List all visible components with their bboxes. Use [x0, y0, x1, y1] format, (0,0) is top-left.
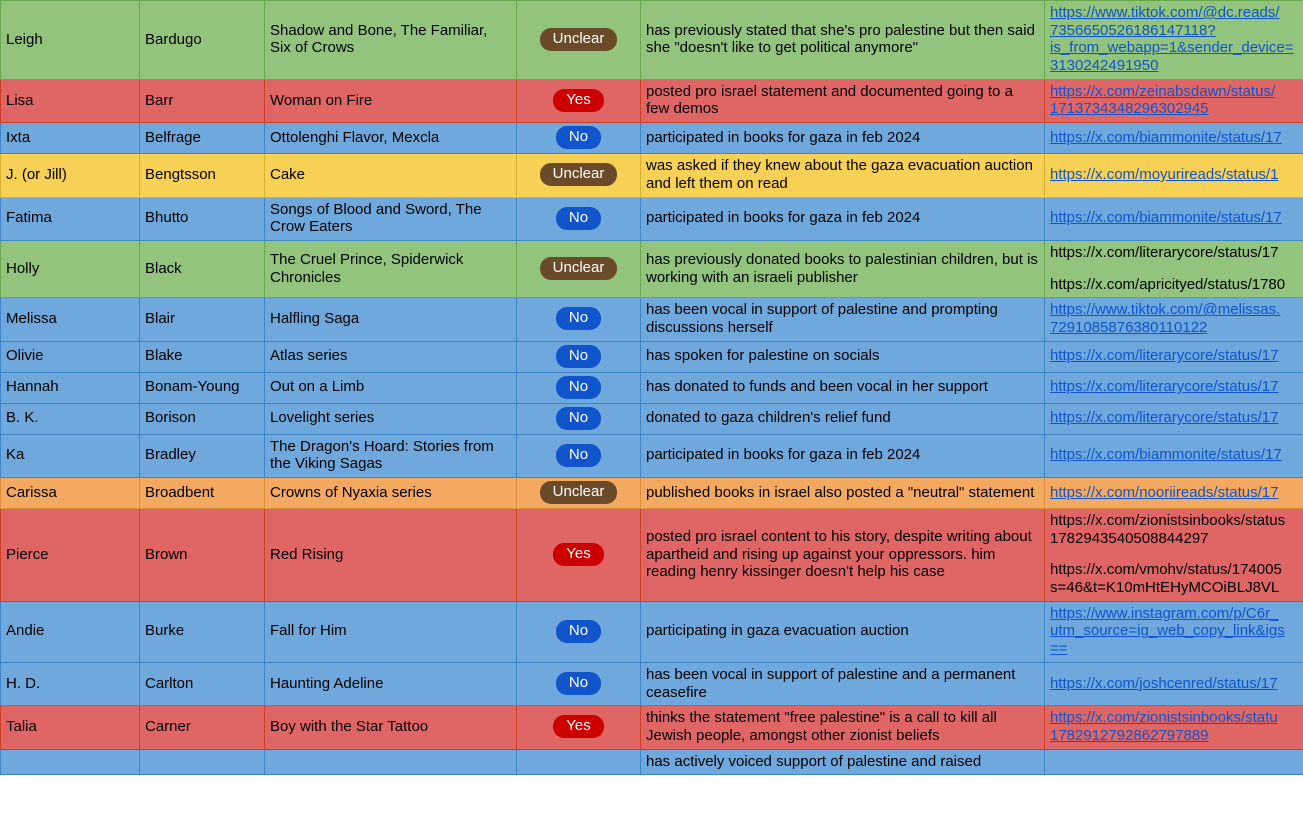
source-link[interactable]: https://x.com/zeinabsdawn/status/: [1050, 82, 1276, 100]
cell-zionist-answer[interactable]: [517, 662, 641, 705]
cell-last-name[interactable]: Belfrage: [140, 123, 265, 154]
status-badge: Unclear: [540, 257, 618, 280]
source-link[interactable]: 1713734348296302945: [1050, 100, 1209, 118]
cell-last-name[interactable]: [140, 749, 265, 775]
cell-known-works[interactable]: Ottolenghi Flavor, Mexcla: [265, 123, 517, 154]
status-badge: Unclear: [540, 28, 618, 51]
table-body: [1, 1, 1303, 775]
cell-zionist-answer[interactable]: [517, 79, 641, 122]
cell-notes[interactable]: participated in books for gaza in feb 2024: [641, 123, 1045, 154]
source-text: https://x.com/zionistsinbooks/status: [1050, 512, 1286, 529]
cell-notes[interactable]: has spoken for palestine on socials: [641, 341, 1045, 372]
cell-zionist-answer[interactable]: [517, 434, 641, 477]
table-row[interactable]: [1, 749, 1303, 775]
table-row[interactable]: [1, 509, 1303, 602]
cell-zionist-answer[interactable]: [517, 372, 641, 403]
cell-first-name[interactable]: Melissa: [1, 298, 140, 341]
source-link[interactable]: https://www.instagram.com/p/C6r_: [1050, 604, 1279, 622]
status-badge: No: [556, 672, 601, 695]
cell-known-works[interactable]: Red Rising: [265, 509, 517, 602]
cell-sources[interactable]: [1045, 341, 1303, 372]
table-row[interactable]: [1, 478, 1303, 509]
cell-last-name[interactable]: Blake: [140, 341, 265, 372]
status-badge: No: [556, 620, 601, 643]
cell-last-name[interactable]: Bardugo: [140, 1, 265, 80]
cell-notes[interactable]: posted pro israel statement and documented going to a few demos: [641, 79, 1045, 122]
source-link[interactable]: 7356650526186147118?: [1050, 21, 1216, 39]
cell-first-name[interactable]: J. (or Jill): [1, 154, 140, 197]
source-link[interactable]: https://x.com/literarycore/status/17: [1050, 347, 1279, 365]
cell-notes[interactable]: thinks the statement "free palestine" is a call to kill all Jewish people, amongst other zionist beliefs: [641, 706, 1045, 749]
source-link[interactable]: https://x.com/literarycore/status/17: [1050, 409, 1279, 427]
cell-first-name[interactable]: B. K.: [1, 403, 140, 434]
cell-first-name[interactable]: Fatima: [1, 197, 140, 240]
cell-last-name[interactable]: Broadbent: [140, 478, 265, 509]
source-link[interactable]: https://x.com/nooriireads/status/17: [1050, 483, 1279, 501]
status-badge: Yes: [553, 715, 603, 738]
cell-zionist-answer[interactable]: [517, 240, 641, 297]
cell-notes[interactable]: has previously stated that she's pro palestine but then said she "doesn't like to get political anymore": [641, 1, 1045, 80]
cell-notes[interactable]: donated to gaza children's relief fund: [641, 403, 1045, 434]
source-gap: [1050, 262, 1298, 276]
source-link[interactable]: utm_source=ig_web_copy_link&igs: [1050, 622, 1285, 640]
source-link[interactable]: https://x.com/zionistsinbooks/statu: [1050, 709, 1278, 727]
table-row[interactable]: [1, 372, 1303, 403]
status-badge: Unclear: [540, 481, 618, 504]
cell-notes[interactable]: has previously donated books to palestinian children, but is working with an israeli publisher: [641, 240, 1045, 297]
cell-zionist-answer[interactable]: [517, 298, 641, 341]
cell-sources[interactable]: [1045, 601, 1303, 662]
cell-first-name[interactable]: Ixta: [1, 123, 140, 154]
cell-sources[interactable]: [1045, 79, 1303, 122]
cell-first-name[interactable]: Lisa: [1, 79, 140, 122]
cell-sources[interactable]: [1045, 478, 1303, 509]
cell-first-name[interactable]: Andie: [1, 601, 140, 662]
cell-notes[interactable]: participated in books for gaza in feb 2024: [641, 434, 1045, 477]
cell-known-works[interactable]: Atlas series: [265, 341, 517, 372]
cell-notes[interactable]: has actively voiced support of palestine and raised: [641, 749, 1045, 775]
source-text: https://x.com/apricityed/status/1780: [1050, 275, 1286, 293]
cell-last-name[interactable]: Barr: [140, 79, 265, 122]
cell-first-name[interactable]: Leigh: [1, 1, 140, 80]
table-row[interactable]: [1, 197, 1303, 240]
status-badge: Yes: [553, 543, 603, 566]
cell-sources[interactable]: [1045, 403, 1303, 434]
cell-known-works[interactable]: Cake: [265, 154, 517, 197]
cell-notes[interactable]: published books in israel also posted a "neutral" statement: [641, 478, 1045, 509]
cell-notes[interactable]: posted pro israel content to his story, despite writing about apartheid and rising up against your oppressors. him reading henry kissinger doesn't help his case: [641, 509, 1045, 602]
cell-last-name[interactable]: Borison: [140, 403, 265, 434]
source-link[interactable]: https://x.com/biammonite/status/17: [1050, 446, 1282, 464]
table-row[interactable]: [1, 706, 1303, 749]
cell-known-works[interactable]: Halfling Saga: [265, 298, 517, 341]
cell-known-works[interactable]: Out on a Limb: [265, 372, 517, 403]
status-badge: Yes: [553, 89, 603, 112]
source-link[interactable]: 1782912792862797889: [1050, 726, 1209, 744]
cell-first-name[interactable]: Holly: [1, 240, 140, 297]
status-badge: Unclear: [540, 163, 618, 186]
cell-last-name[interactable]: Carner: [140, 706, 265, 749]
cell-known-works[interactable]: Haunting Adeline: [265, 662, 517, 705]
source-text: https://x.com/literarycore/status/17: [1050, 243, 1279, 261]
cell-zionist-answer[interactable]: [517, 341, 641, 372]
cell-sources[interactable]: [1045, 372, 1303, 403]
cell-known-works[interactable]: The Cruel Prince, Spiderwick Chronicles: [265, 240, 517, 297]
cell-sources[interactable]: [1045, 434, 1303, 477]
cell-known-works[interactable]: Woman on Fire: [265, 79, 517, 122]
cell-first-name[interactable]: Talia: [1, 706, 140, 749]
table-row[interactable]: [1, 123, 1303, 154]
table-row[interactable]: [1, 341, 1303, 372]
table-row[interactable]: [1, 240, 1303, 297]
cell-first-name[interactable]: Hannah: [1, 372, 140, 403]
status-badge: No: [556, 407, 601, 430]
cell-known-works[interactable]: [265, 749, 517, 775]
cell-zionist-answer[interactable]: [517, 403, 641, 434]
cell-zionist-answer[interactable]: [517, 154, 641, 197]
cell-notes[interactable]: participated in books for gaza in feb 2024: [641, 197, 1045, 240]
cell-last-name[interactable]: Carlton: [140, 662, 265, 705]
source-text: 1782943540508844297: [1050, 529, 1209, 547]
source-text: s=46&t=K10mHtEHyMCOiBLJ8VL: [1050, 579, 1280, 597]
source-link[interactable]: 3130242491950: [1050, 57, 1159, 75]
table-row[interactable]: [1, 154, 1303, 197]
status-badge: No: [556, 307, 601, 330]
source-link[interactable]: is_from_webapp=1&sender_device=: [1050, 39, 1294, 57]
source-link[interactable]: https://www.tiktok.com/@melissas.: [1050, 301, 1281, 319]
cell-sources[interactable]: [1045, 154, 1303, 197]
cell-notes[interactable]: has been vocal in support of palestine and a permanent ceasefire: [641, 662, 1045, 705]
cell-zionist-answer[interactable]: [517, 197, 641, 240]
cell-known-works[interactable]: Crowns of Nyaxia series: [265, 478, 517, 509]
cell-zionist-answer[interactable]: [517, 478, 641, 509]
cell-zionist-answer[interactable]: [517, 749, 641, 775]
source-link[interactable]: https://x.com/moyurireads/status/1: [1050, 165, 1279, 183]
table-row[interactable]: [1, 662, 1303, 705]
source-link[interactable]: 7291085876380110122: [1050, 318, 1208, 336]
source-link[interactable]: ==: [1050, 640, 1068, 658]
cell-last-name[interactable]: Bonam-Young: [140, 372, 265, 403]
table-row[interactable]: [1, 298, 1303, 341]
cell-sources[interactable]: [1045, 240, 1303, 297]
cell-sources[interactable]: [1045, 298, 1303, 341]
cell-sources[interactable]: [1045, 662, 1303, 705]
table-row[interactable]: [1, 434, 1303, 477]
cell-zionist-answer[interactable]: [517, 123, 641, 154]
cell-sources[interactable]: [1045, 706, 1303, 749]
source-text: https://x.com/vmohv/status/174005: [1050, 561, 1282, 579]
cell-known-works[interactable]: Lovelight series: [265, 403, 517, 434]
cell-known-works[interactable]: Songs of Blood and Sword, The Crow Eaters: [265, 197, 517, 240]
cell-last-name[interactable]: Blair: [140, 298, 265, 341]
cell-last-name[interactable]: Brown: [140, 509, 265, 602]
cell-zionist-answer[interactable]: [517, 1, 641, 80]
cell-sources[interactable]: [1045, 749, 1303, 775]
cell-notes[interactable]: has donated to funds and been vocal in her support: [641, 372, 1045, 403]
cell-first-name[interactable]: Pierce: [1, 509, 140, 602]
cell-known-works[interactable]: Fall for Him: [265, 601, 517, 662]
cell-last-name[interactable]: Bengtsson: [140, 154, 265, 197]
cell-zionist-answer[interactable]: [517, 706, 641, 749]
cell-sources[interactable]: [1045, 1, 1303, 80]
status-badge: No: [556, 376, 601, 399]
cell-known-works[interactable]: Boy with the Star Tattoo: [265, 706, 517, 749]
source-link[interactable]: https://www.tiktok.com/@dc.reads/: [1050, 4, 1280, 21]
cell-first-name[interactable]: Ka: [1, 434, 140, 477]
cell-last-name[interactable]: Burke: [140, 601, 265, 662]
status-badge: No: [556, 345, 601, 368]
cell-known-works[interactable]: Shadow and Bone, The Familiar, Six of Crows: [265, 1, 517, 80]
source-link[interactable]: https://x.com/joshcenred/status/17: [1050, 674, 1278, 692]
cell-last-name[interactable]: Bradley: [140, 434, 265, 477]
source-link[interactable]: https://x.com/biammonite/status/17: [1050, 209, 1282, 227]
source-link[interactable]: https://x.com/biammonite/status/17: [1050, 128, 1282, 146]
source-link[interactable]: https://x.com/literarycore/status/17: [1050, 378, 1279, 396]
status-badge: No: [556, 207, 601, 230]
table-row[interactable]: [1, 1, 1303, 80]
table-row[interactable]: [1, 403, 1303, 434]
cell-notes[interactable]: has been vocal in support of palestine and prompting discussions herself: [641, 298, 1045, 341]
table-row[interactable]: [1, 601, 1303, 662]
cell-zionist-answer[interactable]: [517, 601, 641, 662]
status-badge: No: [556, 444, 601, 467]
cell-notes[interactable]: participating in gaza evacuation auction: [641, 601, 1045, 662]
cell-last-name[interactable]: Black: [140, 240, 265, 297]
cell-last-name[interactable]: Bhutto: [140, 197, 265, 240]
cell-sources[interactable]: [1045, 123, 1303, 154]
cell-known-works[interactable]: The Dragon's Hoard: Stories from the Viking Sagas: [265, 434, 517, 477]
cell-first-name[interactable]: [1, 749, 140, 775]
cell-notes[interactable]: was asked if they knew about the gaza evacuation auction and left them on read: [641, 154, 1045, 197]
cell-first-name[interactable]: H. D.: [1, 662, 140, 705]
status-badge: No: [556, 126, 601, 149]
table-row[interactable]: [1, 79, 1303, 122]
cell-zionist-answer[interactable]: [517, 509, 641, 602]
cell-sources[interactable]: [1045, 509, 1303, 602]
cell-first-name[interactable]: Carissa: [1, 478, 140, 509]
cell-sources[interactable]: [1045, 197, 1303, 240]
cell-first-name[interactable]: Olivie: [1, 341, 140, 372]
source-gap: [1050, 547, 1298, 561]
